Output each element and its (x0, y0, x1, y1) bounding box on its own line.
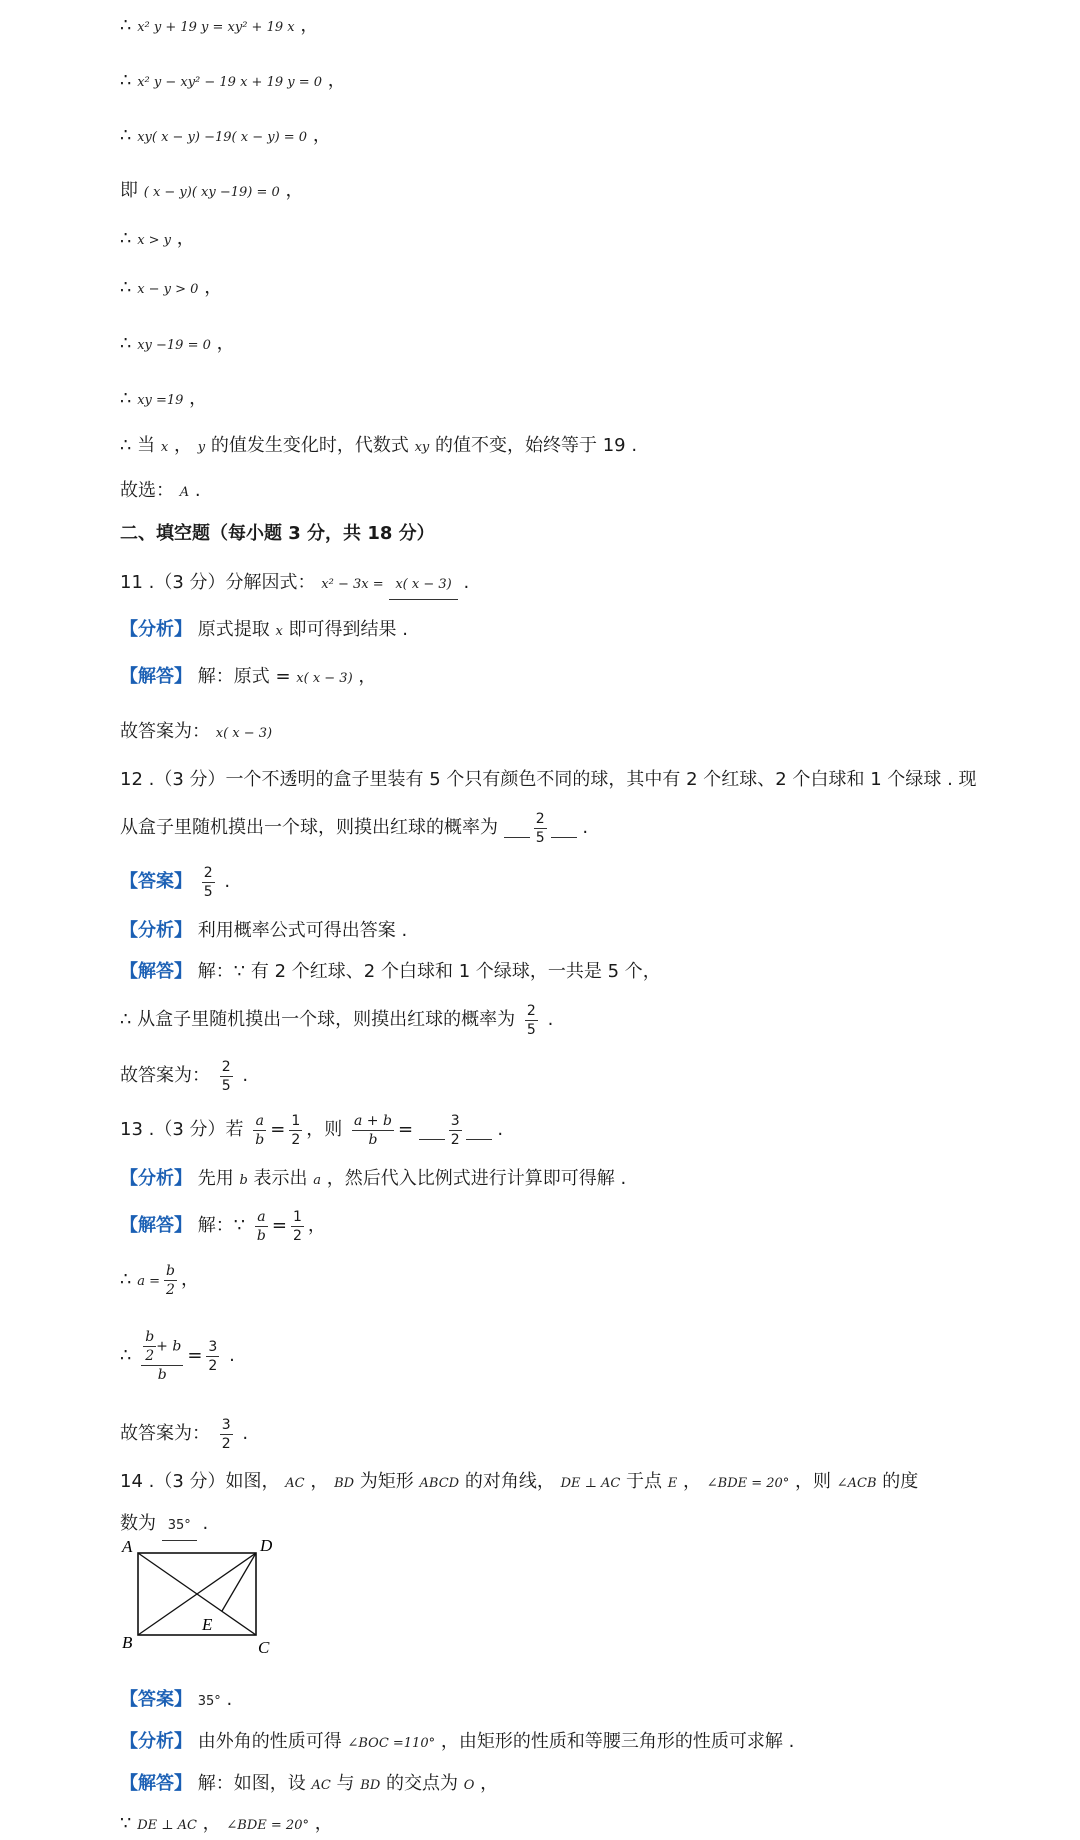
probability-fraction (525, 1002, 538, 1039)
text: ，则 (306, 1119, 343, 1140)
numerator: 1 (292, 1208, 302, 1225)
punctuation: ， (216, 333, 235, 354)
punctuation: . (242, 1065, 249, 1086)
denominator: b (368, 1131, 378, 1148)
punctuation: ， (310, 1471, 329, 1492)
equals: = (270, 1119, 286, 1140)
equals: = (187, 1345, 203, 1366)
q12-solution-line-2 (120, 1000, 553, 1040)
fraction-one-half (289, 1112, 302, 1149)
equation: xy −19 = 0 (137, 338, 211, 353)
answer-tag: 【答案】 (120, 1689, 192, 1710)
punctuation: . (202, 1513, 209, 1534)
equation: x² y − xy² − 19 x + 19 y = 0 (137, 75, 323, 90)
punctuation: ， (204, 277, 223, 298)
inner-fraction (143, 1328, 156, 1365)
denominator: 5 (203, 883, 213, 900)
text: 的度 (882, 1471, 919, 1492)
segment-de (222, 1553, 256, 1611)
answer-fraction (534, 810, 547, 847)
question-14-line-2 (120, 1510, 208, 1541)
answer-blank: 35° (162, 1512, 197, 1541)
punctuation: ， (683, 1471, 702, 1492)
answer-fraction (220, 1416, 233, 1453)
segment-ac: AC (285, 1476, 305, 1491)
point-o: O (463, 1778, 475, 1793)
text: 的对角线， (464, 1471, 555, 1492)
denominator: 2 (165, 1281, 175, 1298)
punctuation: . (226, 1689, 233, 1710)
text: 的值发生变化时，代数式 (210, 435, 409, 456)
equation: xy =19 (137, 393, 184, 408)
denominator: 2 (292, 1227, 302, 1244)
denominator: 2 (291, 1131, 301, 1148)
punctuation: ， (180, 1269, 199, 1290)
text: 故答案为： (120, 1423, 210, 1444)
plus-term: + b (156, 1338, 182, 1355)
solution-line-8 (120, 385, 207, 415)
punctuation: . (463, 572, 470, 593)
fraction-a-over-b (253, 1112, 266, 1149)
text: 故答案为： (120, 1065, 210, 1086)
text: 故选： (120, 480, 174, 501)
answer-fraction (202, 864, 215, 901)
numerator: b (165, 1262, 175, 1279)
equation: x − y > 0 (137, 282, 199, 297)
equation: xy( x − y) −19( x − y) = 0 (137, 130, 308, 145)
angle-bde: ∠BDE = 20° (226, 1818, 309, 1833)
angle-acb: ∠ACB (836, 1476, 877, 1491)
text: 解：∵ 有 2 个红球、2 个白球和 1 个绿球，一共是 5 个， (197, 961, 661, 982)
q14-solution (120, 1770, 498, 1800)
text: 于点 (626, 1471, 663, 1492)
denominator: b (255, 1131, 265, 1148)
punctuation: ， (314, 1813, 333, 1834)
q13-solution-line-2 (120, 1260, 199, 1302)
solution-tag: 【解答】 (120, 1773, 192, 1794)
segment-ac: AC (311, 1778, 331, 1793)
var-x: x (160, 440, 169, 455)
text: 即可得到结果 . (288, 619, 408, 640)
therefore-symbol: ∴ (120, 15, 132, 36)
q12-analysis (120, 917, 407, 945)
punctuation: ， (307, 1215, 326, 1236)
punctuation: ， (176, 228, 195, 249)
equals: = (397, 1119, 414, 1140)
numerator: b (145, 1329, 155, 1345)
q12-answer (120, 862, 230, 902)
therefore-symbol: ∴ (120, 277, 132, 298)
text: ∴ 从盒子里随机摸出一个球，则摸出红球的概率为 (120, 1009, 516, 1030)
text: ，则 (795, 1471, 832, 1492)
punctuation: . (194, 480, 201, 501)
question-12 (120, 766, 977, 794)
punctuation: ， (174, 435, 192, 456)
punctuation: . (224, 871, 231, 892)
text: 的值不变，始终等于 19 . (434, 435, 638, 456)
perpendicular-statement: DE ⊥ AC (560, 1476, 621, 1491)
therefore-symbol: ∴ (120, 388, 132, 409)
therefore-symbol: ∴ (120, 125, 132, 146)
solution-tag: 【解答】 (120, 961, 192, 982)
var-x: x (275, 624, 283, 639)
label-b: B (122, 1633, 133, 1652)
section-heading (120, 520, 435, 548)
q14-answer (120, 1686, 232, 1716)
text: ，由矩形的性质和等腰三角形的性质可求解 . (440, 1731, 795, 1752)
equals: = (271, 1215, 287, 1236)
equation: ( x − y)( xy −19) = 0 (143, 185, 280, 200)
solution-line-6 (120, 274, 222, 304)
punctuation: ， (480, 1773, 499, 1794)
denominator: 5 (526, 1021, 536, 1038)
compound-fraction (141, 1328, 183, 1384)
denominator: 2 (208, 1357, 218, 1374)
question-12-line-2 (120, 808, 588, 848)
question-11 (120, 569, 469, 600)
text: 由外角的性质可得 (197, 1731, 342, 1752)
equation: x² y + 19 y = xy² + 19 x (137, 20, 295, 35)
punctuation: ， (300, 15, 319, 36)
punctuation: ， (358, 666, 377, 687)
punctuation: ， (202, 1813, 221, 1834)
fraction-b-over-2 (164, 1262, 177, 1299)
text: 解：原式 = (197, 666, 291, 687)
var-xy: xy (414, 440, 430, 455)
answer-value: 35° (197, 1694, 221, 1709)
perpendicular-statement: DE ⊥ AC (137, 1818, 197, 1833)
q11-analysis (120, 616, 408, 646)
therefore-symbol: ∴ (120, 70, 132, 91)
denominator: 2 (145, 1348, 155, 1364)
numerator: 3 (221, 1416, 231, 1433)
choice-answer (120, 477, 201, 507)
punctuation: . (497, 1119, 504, 1140)
q11-solution (120, 663, 376, 693)
therefore-symbol: ∴ (120, 1269, 132, 1290)
point-e: E (667, 1476, 678, 1491)
q13-analysis (120, 1165, 626, 1195)
numerator: a (253, 1112, 266, 1131)
answer-fraction (220, 1058, 233, 1095)
punctuation: ， (285, 180, 304, 201)
text: 的交点为 (386, 1773, 458, 1794)
q14-solution-line-2 (120, 1810, 333, 1840)
expression: x² − 3x = (321, 577, 384, 592)
prefix-text: 即 (120, 180, 138, 201)
label-d: D (260, 1538, 273, 1555)
compound-numerator (141, 1328, 183, 1366)
denominator: 2 (221, 1435, 231, 1452)
angle-boc: ∠BOC =110° (347, 1736, 436, 1751)
numerator: 2 (535, 810, 545, 827)
punctuation: ， (312, 125, 331, 146)
solution-line-1 (120, 12, 318, 42)
numerator: a (255, 1208, 268, 1227)
text: 原式提取 (197, 619, 270, 640)
solution-tag: 【解答】 (120, 666, 192, 687)
q13-solution-line-3 (120, 1322, 235, 1390)
question-text: 13 .（3 分）若 (120, 1119, 244, 1140)
analysis-tag: 【分析】 (120, 1168, 192, 1189)
q12-final (120, 1056, 248, 1096)
punctuation: . (242, 1423, 249, 1444)
numerator: 2 (526, 1002, 536, 1019)
solution-tag: 【解答】 (120, 1215, 192, 1236)
answer-fraction (449, 1112, 462, 1149)
solution-line-7 (120, 330, 235, 360)
denominator: b (256, 1227, 266, 1244)
segment-bd: BD (360, 1778, 381, 1793)
denominator: 5 (535, 829, 545, 846)
punctuation: . (229, 1345, 235, 1366)
text: 解：如图，设 (197, 1773, 306, 1794)
denominator: 5 (221, 1077, 231, 1094)
label-c: C (258, 1638, 270, 1657)
numerator: 3 (450, 1112, 460, 1129)
question-14 (120, 1468, 918, 1498)
blank-line (551, 819, 577, 838)
denominator: 2 (450, 1131, 460, 1148)
therefore-symbol: ∴ (120, 333, 132, 354)
analysis-tag: 【分析】 (120, 920, 192, 941)
equation: x > y (137, 233, 172, 248)
solution-line-2 (120, 67, 346, 97)
question-text: 12 .（3 分）一个不透明的盒子里装有 5 个只有颜色不同的球，其中有 2 个红球、2 个白球和 1 个绿球 . 现 (120, 769, 977, 790)
text: ∴ 当 (120, 435, 156, 456)
var-a: a (313, 1173, 322, 1188)
angle-bde: ∠BDE = 20° (706, 1476, 790, 1491)
fraction-a-over-b (255, 1208, 268, 1245)
q13-final (120, 1414, 248, 1454)
question-13 (120, 1110, 503, 1150)
label-a: A (122, 1538, 133, 1556)
punctuation: . (582, 817, 589, 838)
text: 表示出 (253, 1168, 308, 1189)
result-fraction (206, 1338, 219, 1375)
answer-blank: x( x − 3) (389, 571, 457, 600)
var-y: y (197, 440, 206, 455)
q13-solution (120, 1206, 326, 1246)
question-text: 11 .（3 分）分解因式： (120, 572, 316, 593)
answer-letter: A (179, 485, 190, 500)
therefore-symbol: ∴ (120, 1345, 132, 1366)
expression: a = (137, 1274, 160, 1289)
q12-solution (120, 958, 661, 986)
question-text: 数为 (120, 1513, 156, 1534)
q11-final (120, 718, 272, 748)
text: ，然后代入比例式进行计算即可得解 . (326, 1168, 627, 1189)
solution-conclusion (120, 432, 637, 462)
numerator: 2 (203, 864, 213, 881)
numerator: 2 (221, 1058, 231, 1075)
text: 为矩形 (359, 1471, 414, 1492)
blank-line (504, 819, 530, 838)
punctuation: ， (327, 70, 346, 91)
analysis-tag: 【分析】 (120, 1731, 192, 1752)
text: 与 (336, 1773, 355, 1794)
punctuation: ， (189, 388, 208, 409)
numerator: 3 (208, 1338, 218, 1355)
rectangle-diagram-svg (118, 1538, 298, 1668)
expression: x( x − 3) (215, 726, 273, 741)
rectangle-diagram (118, 1538, 298, 1672)
fraction-a-plus-b-over-b (352, 1112, 394, 1149)
question-text: 14 .（3 分）如图， (120, 1471, 280, 1492)
fraction-one-half (291, 1208, 304, 1245)
text: 故答案为： (120, 721, 210, 742)
question-text: 从盒子里随机摸出一个球，则摸出红球的概率为 (120, 817, 498, 838)
rectangle-abcd: ABCD (419, 1476, 460, 1491)
heading-text: 二、填空题（每小题 3 分，共 18 分） (120, 523, 435, 544)
segment-bd: BD (334, 1476, 355, 1491)
q14-analysis (120, 1728, 794, 1758)
blank-line (466, 1121, 492, 1140)
punctuation: . (547, 1009, 554, 1030)
denominator: b (157, 1367, 167, 1383)
expression: x( x − 3) (296, 671, 353, 686)
numerator: 1 (291, 1112, 301, 1129)
solution-line-3 (120, 122, 331, 152)
solution-line-5 (120, 225, 195, 255)
numerator: a + b (353, 1112, 392, 1129)
therefore-symbol: ∴ (120, 228, 132, 249)
answer-tag: 【答案】 (120, 871, 192, 892)
text: 先用 (197, 1168, 234, 1189)
solution-line-4 (120, 177, 304, 207)
blank-line (419, 1121, 445, 1140)
var-b: b (239, 1173, 248, 1188)
analysis-tag: 【分析】 (120, 619, 192, 640)
label-e: E (202, 1615, 213, 1634)
because-symbol: ∵ (120, 1813, 132, 1834)
text: 解：∵ (197, 1215, 246, 1236)
text: 利用概率公式可得出答案 . (197, 920, 408, 941)
